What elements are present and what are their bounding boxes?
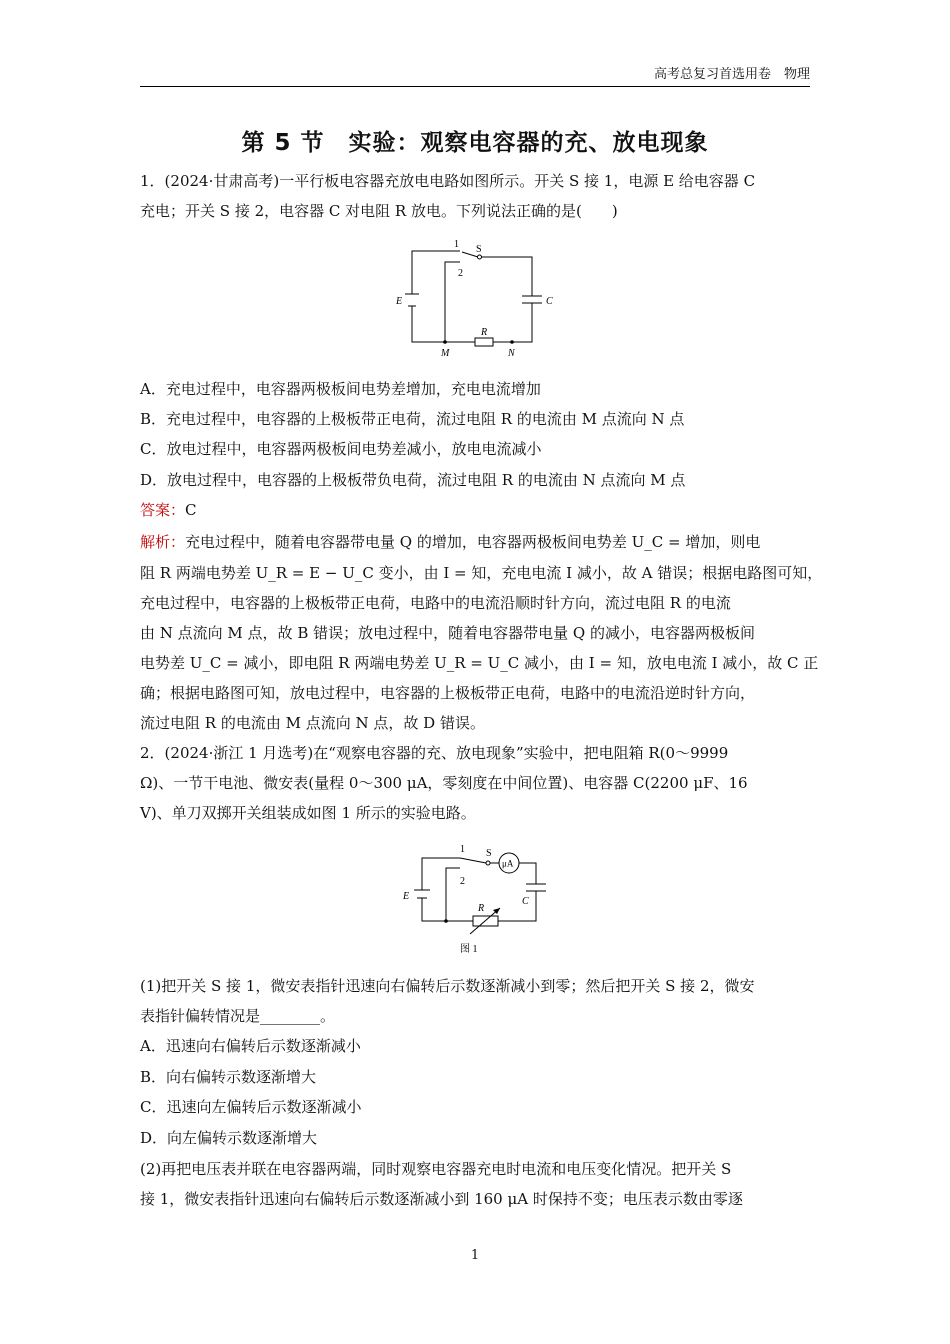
q2-fig-label-c: C: [522, 896, 529, 907]
q2-stem-line: V)、单刀双掷开关组装成如图 1 所示的实验电路。: [140, 804, 476, 822]
q1-analysis-line: 阻 R 两端电势差 U_R = E − U_C 变小，由 I = 知，充电电流 I 减小，故 A 错误；根据电路图可知，: [140, 564, 823, 582]
figure-caption: 图 1: [460, 944, 478, 955]
q2-fig-label-r: R: [478, 903, 485, 914]
q1-analysis-line: 电势差 U_C = 减小，即电阻 R 两端电势差 U_R = U_C 减小，由 I = 知，放电电流 I 减小，故 C 正: [140, 654, 819, 672]
q1-option-b: B．充电过程中，电容器的上极板带正电荷，流过电阻 R 的电流由 M 点流向 N 点: [140, 410, 685, 428]
q2-stem-line: Ω)、一节干电池、微安表(量程 0～300 μA，零刻度在中间位置)、电容器 C(2200 μF、16: [140, 774, 748, 792]
q1-fig-label-n: N: [508, 348, 515, 359]
running-header: 高考总复习首选用卷 物理: [140, 64, 810, 87]
q1-fig-label-s: S: [476, 244, 482, 255]
q1-analysis-line: 流过电阻 R 的电流由 M 点流向 N 点，故 D 错误。: [140, 714, 485, 732]
analysis-label: 解析：: [140, 533, 186, 551]
q1-analysis-line: 由 N 点流向 M 点，故 B 错误；放电过程中，随着电容器带电量 Q 的减小，电容器两极板间: [140, 624, 755, 642]
q2-option-a: A．迅速向右偏转后示数逐渐减小: [140, 1037, 361, 1055]
q2-part2-line: (2)再把电压表并联在电容器两端，同时观察电容器充电时电流和电压变化情况。把开关 S: [140, 1160, 732, 1178]
q2-part2-line: 接 1，微安表指针迅速向右偏转后示数逐渐减小到 160 μA 时保持不变；电压表示数由零逐: [140, 1190, 743, 1208]
q1-option-a: A．充电过程中，电容器两极板间电势差增加，充电电流增加: [140, 380, 541, 398]
q1-answer: [140, 499, 197, 521]
analysis-text: 充电过程中，随着电容器带电量 Q 的增加，电容器两极板间电势差 U_C = 增加，则电: [185, 533, 761, 551]
q1-circuit-diagram: [390, 236, 570, 362]
q2-part1-line: 表指针偏转情况是________。: [140, 1007, 336, 1025]
q1-fig-label-c: C: [546, 296, 553, 307]
answer-label: 答案：: [140, 501, 186, 519]
q2-option-d: D．向左偏转示数逐渐增大: [140, 1129, 318, 1147]
q1-fig-label-r: R: [481, 327, 488, 338]
q1-analysis-line: 确；根据电路图可知，放电过程中，电容器的上极板带正电荷，电路中的电流沿逆时针方向，: [140, 684, 756, 702]
q1-fig-label-2: 2: [458, 268, 463, 279]
q2-fig-label-1: 1: [460, 844, 465, 855]
q2-option-c: C．迅速向左偏转后示数逐渐减小: [140, 1098, 362, 1116]
q2-fig-label-e: E: [403, 891, 410, 902]
section-title: 第 5 节 实验：观察电容器的充、放电现象: [241, 130, 709, 156]
q1-fig-label-m: M: [441, 348, 450, 359]
q1-stem-line: 1．(2024·甘肃高考)一平行板电容器充放电电路如图所示。开关 S 接 1，电源 E 给电容器 C: [140, 172, 756, 190]
q1-analysis-line: 充电过程中，电容器的上极板带正电荷，电路中的电流沿顺时针方向，流过电阻 R 的电流: [140, 594, 731, 612]
q1-option-c: C．放电过程中，电容器两极板间电势差减小，放电电流减小: [140, 440, 542, 458]
q1-stem-line: 充电；开关 S 接 2，电容器 C 对电阻 R 放电。下列说法正确的是( ): [140, 202, 618, 220]
page-number: 1: [470, 1248, 480, 1263]
q1-option-d: D．放电过程中，电容器的上极板带负电荷，流过电阻 R 的电流由 N 点流向 M 点: [140, 471, 686, 489]
q1-analysis-line: [140, 531, 760, 553]
q1-fig-label-e: E: [396, 296, 403, 307]
q2-option-b: B．向右偏转示数逐渐增大: [140, 1068, 317, 1086]
q2-fig-label-s: S: [486, 848, 492, 859]
answer-value: C: [185, 501, 197, 519]
q2-part1-line: (1)把开关 S 接 1，微安表指针迅速向右偏转后示数逐渐减小到零；然后把开关 S 接 2，微安: [140, 977, 755, 995]
q2-fig-label-2: 2: [460, 876, 465, 887]
q1-fig-label-1: 1: [454, 239, 459, 250]
q2-stem-line: 2．(2024·浙江 1 月选考)在“观察电容器的充、放电现象”实验中，把电阻箱 R(0～9999: [140, 744, 729, 762]
q2-circuit-diagram: [398, 838, 558, 960]
microammeter-label: μA: [502, 858, 514, 869]
